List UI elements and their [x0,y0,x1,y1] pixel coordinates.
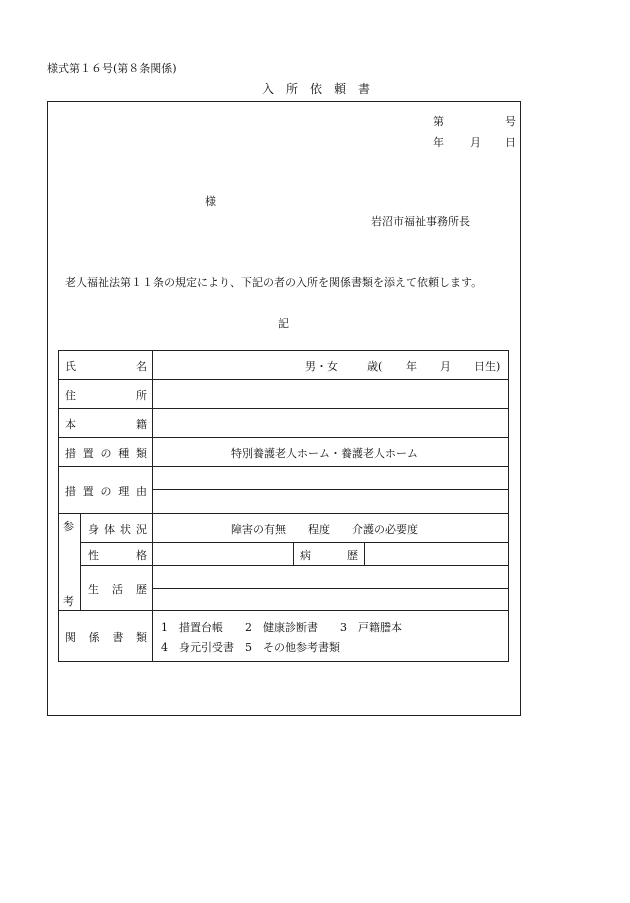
birth-month: 月 [440,360,451,373]
recipient-suffix: 様 [205,195,216,208]
measure-type-value: 特別養護老人ホーム・養護老人ホーム [231,447,418,460]
label-reference-top: 参 [63,520,74,533]
label-body-condition: 身 体 状 況 [88,523,147,536]
age-field: 歳( [367,360,383,373]
doc-number-go: 号 [505,115,516,128]
birth-day: 日生) [474,360,501,373]
label-measure-type: 措 置 の 種 類 [65,447,147,460]
doc-number-dai: 第 [433,115,444,128]
label-honseki: 本 籍 [65,418,147,431]
label-life-history: 生 活 歴 [88,583,147,596]
doc-date-day: 日 [505,136,516,149]
label-related-docs: 関 係 書 類 [65,631,147,644]
label-reference-bottom: 考 [63,595,74,608]
form-number: 様式第１６号(第８条関係) [47,62,177,75]
label-address: 住 所 [65,389,147,402]
doc-date-year: 年 [433,136,444,149]
related-docs-line1: 1 措置台帳 2 健康診断書 3 戸籍謄本 [161,621,402,634]
label-name: 氏 名 [65,360,147,373]
body-text: 老人福祉法第１１条の規定により、下記の者の入所を関係書類を添えて依頼します。 [65,276,483,289]
ki-label: 記 [278,317,289,330]
related-docs-line2: 4 身元引受書 5 その他参考書類 [161,641,340,654]
sex-field: 男・女 [305,360,338,373]
label-character: 性 格 [88,549,147,562]
doc-date-month: 月 [470,136,481,149]
sender-name: 岩沼市福祉事務所長 [371,215,470,228]
birth-year: 年 [406,360,417,373]
body-condition-value: 障害の有無 程度 介護の必要度 [231,523,418,536]
label-measure-reason: 措 置 の 理 由 [65,485,147,498]
label-illness-history: 病 歴 [300,549,358,562]
page-title: 入 所 依 頼 書 [262,82,371,96]
